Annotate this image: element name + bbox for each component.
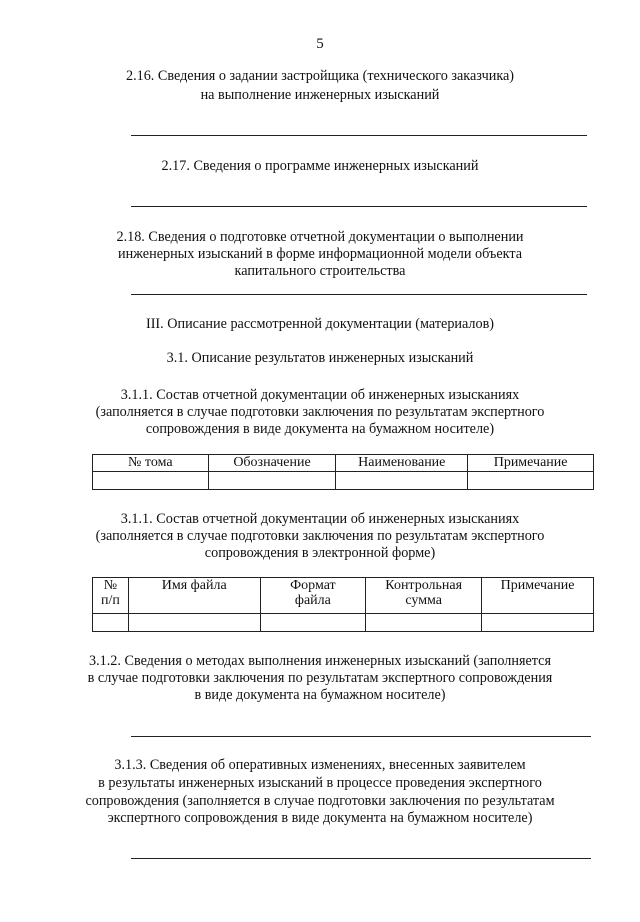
volumes-table-header-cell: Наименование	[336, 455, 468, 472]
table-cell	[468, 472, 594, 490]
section-2-16-heading-line1: 2.16. Сведения о задании застройщика (технического заказчика)	[125, 68, 515, 84]
section-2-18-heading-line2: инженерных изысканий в форме информационной модели объекта	[118, 246, 522, 262]
section-3-1-1-paper-line3: сопровождения в виде документа на бумажном носителе)	[145, 421, 495, 437]
files-table-header-cell	[366, 578, 482, 614]
section-3-1-3-line2: в результаты инженерных изысканий в процессе проведения экспертного	[98, 775, 542, 791]
section-3-1-3-line4: экспертного сопровождения в виде документа на бумажном носителе)	[107, 810, 533, 826]
section-3-1-3-line1: 3.1.3. Сведения об оперативных изменениях, внесенных заявителем	[114, 757, 526, 773]
volumes-table-header-cell: № тома	[93, 455, 209, 472]
page-number: 5	[316, 36, 324, 52]
header-text: Контрольная	[385, 578, 463, 593]
section-2-18-fill-line	[131, 294, 587, 295]
section-2-17-fill-line	[131, 206, 587, 207]
section-3-1-2-line1: 3.1.2. Сведения о методах выполнения инженерных изысканий (заполняется	[89, 653, 551, 669]
section-3-1-1-paper-line2: (заполняется в случае подготовки заключения по результатам экспертного	[95, 404, 545, 420]
table-cell	[93, 472, 209, 490]
volumes-table-empty-row	[93, 472, 594, 490]
section-3-1-1-electronic-line3: сопровождения в электронной форме)	[204, 545, 436, 561]
table-cell	[93, 614, 129, 632]
section-2-16-fill-line	[131, 135, 587, 136]
section-3-1-2-line2: в случае подготовки заключения по результатам экспертного сопровождения	[87, 670, 553, 686]
section-3-title: III. Описание рассмотренной документации (материалов)	[145, 316, 495, 332]
header-text: файла	[294, 593, 331, 608]
section-3-1-2-fill-line	[131, 736, 591, 737]
header-text: Имя файла	[161, 578, 227, 593]
table-cell	[208, 472, 336, 490]
volumes-table-header-cell: Обозначение	[208, 455, 336, 472]
section-3-1-2-line3: в виде документа на бумажном носителе)	[194, 687, 446, 703]
section-2-18-heading-line1: 2.18. Сведения о подготовке отчетной документации о выполнении	[116, 229, 524, 245]
volumes-table-header-cell: Примечание	[468, 455, 594, 472]
table-cell	[482, 614, 594, 632]
header-text: №	[103, 578, 118, 593]
header-text: Примечание	[500, 578, 575, 593]
files-table-header-cell	[260, 578, 366, 614]
files-table-header-cell	[482, 578, 594, 614]
section-3-1-3-line3: сопровождения (заполняется в случае подготовки заключения по результатам	[85, 793, 555, 809]
section-3-1-1-electronic-line1: 3.1.1. Состав отчетной документации об инженерных изысканиях	[120, 511, 520, 527]
section-3-1-3-fill-line	[131, 858, 591, 859]
section-2-18-heading-line3: капитального строительства	[234, 263, 406, 279]
section-2-17-heading: 2.17. Сведения о программе инженерных изысканий	[161, 158, 479, 174]
table-cell	[260, 614, 366, 632]
files-table	[92, 577, 594, 632]
files-table-header-cell	[128, 578, 260, 614]
header-text: п/п	[101, 593, 120, 608]
header-text: Формат	[290, 578, 336, 593]
section-3-1-1-electronic-line2: (заполняется в случае подготовки заключения по результатам экспертного	[95, 528, 545, 544]
section-3-1-1-paper-line1: 3.1.1. Состав отчетной документации об инженерных изысканиях	[120, 387, 520, 403]
table-cell	[128, 614, 260, 632]
volumes-table-header-row	[93, 455, 594, 472]
section-2-16-heading-line2: на выполнение инженерных изысканий	[200, 87, 440, 103]
files-table-empty-row	[93, 614, 594, 632]
table-cell	[336, 472, 468, 490]
files-table-header-cell	[93, 578, 129, 614]
table-cell	[366, 614, 482, 632]
files-table-header-row	[93, 578, 594, 614]
section-3-1-title: 3.1. Описание результатов инженерных изысканий	[166, 350, 474, 366]
volumes-table	[92, 454, 594, 490]
header-text: сумма	[405, 593, 443, 608]
